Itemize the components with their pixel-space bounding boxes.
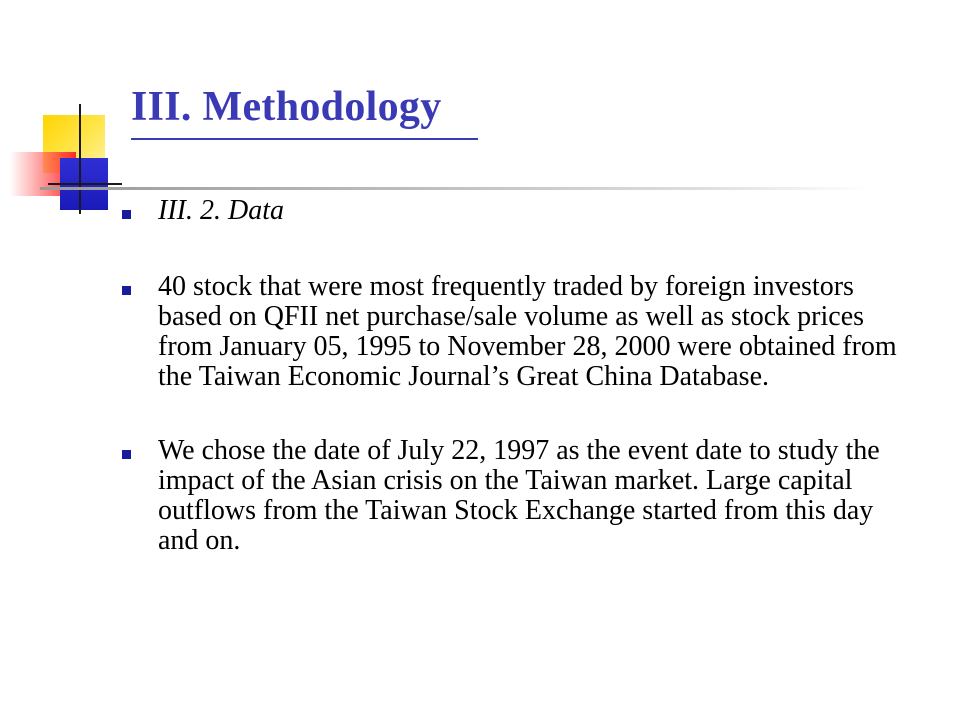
square-bullet-icon xyxy=(122,450,131,459)
square-cross-logo xyxy=(0,0,140,230)
square-bullet-icon xyxy=(122,286,131,295)
slide-title: III. Methodology xyxy=(131,84,442,130)
title-divider xyxy=(40,187,870,190)
bullet-text: We chose the date of July 22, 1997 as the event date to study the impact of the Asian crisis on the Taiwan market. Large capital outflows from the Taiwan Stock Exchange started from this day and on. xyxy=(158,435,880,556)
logo-horizontal-line xyxy=(48,183,122,185)
bullet-text: 40 stock that were most frequently traded by foreign investors based on QFII net purchase/sale volume as well as stock prices from January 05, 1995 to November 28, 2000 were obtained from the Taiwan Economic Journal’s Great China Database. xyxy=(158,271,897,392)
square-bullet-icon xyxy=(122,210,131,219)
title-underline xyxy=(131,138,478,140)
logo-vertical-line xyxy=(79,104,81,214)
bullet-text: III. 2. Data xyxy=(158,195,284,226)
